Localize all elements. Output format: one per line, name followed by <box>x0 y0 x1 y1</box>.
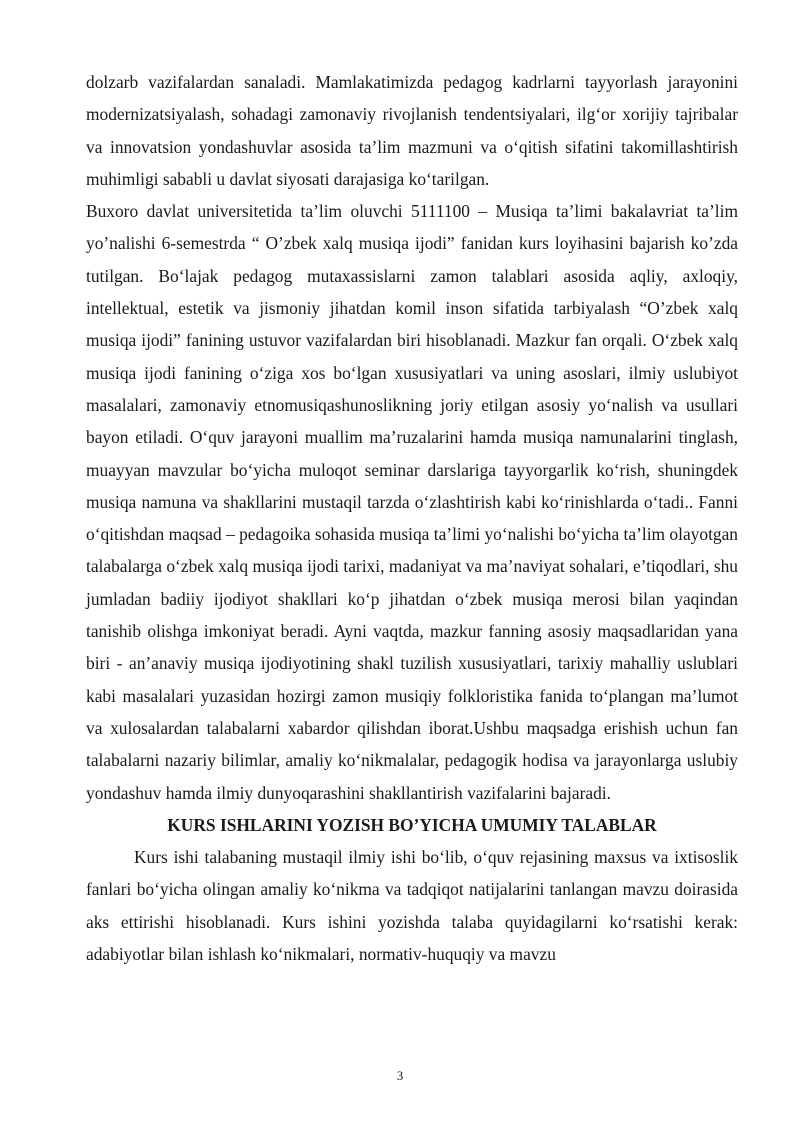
section-heading: KURS ISHLARINI YOZISH BO’YICHA UMUMIY TALABLAR <box>167 814 657 835</box>
paragraph-requirements: Kurs ishi talabaning mustaqil ilmiy ishi bo‘lib, o‘quv rejasining maxsus va ixtisoslik fanlari bo‘yicha olingan amaliy ko‘nikma va tadqiqot natijalarini tanlangan mavzu doirasida aks ettirishi hisoblanadi. Kurs ishini yozishda talaba quyidagilarni ko‘rsatishi kerak: adabiyotlar bilan ishlash ko‘nikmalari, normativ-huquqiy va mavzu <box>86 847 738 965</box>
paragraph-course-description: Buxoro davlat universitetida ta’lim oluvchi 5111100 – Musiqa ta’limi bakalavriat ta’lim yo’nalishi 6-semestrda “ O’zbek xalq musiqa ijodi” fanidan kurs loyihasini bajarish ko’zda tutilgan. Bo‘lajak pedagog mutaxassislarni zamon talablari asosida aqliy, axloqiy, intellektual, estetik va jismoniy jihatdan komil inson sifatida tarbiyalash “O’zbek xalq musiqa ijodi” fanining ustuvor vazifalardan biri hisoblanadi. Mazkur fan orqali. O‘zbek xalq musiqa ijodi fanining o‘ziga xos bo‘lgan xususiyatlari va uning asoslari, ilmiy uslubiyot masalalari, zamonaviy etnomusiqashunoslikning joriy etilgan asosiy yo‘nalish va usullari bayon etiladi. O‘quv jarayoni muallim ma’ruzalarini hamda musiqa namunalarini tinglash, muayyan mavzular bo‘yicha muloqot seminar darslariga tayyorgarlik ko‘rish, shuningdek musiqa namuna va shakllarini mustaqil tarzda o‘zlashtirish kabi ko‘rinishlarda o‘tadi.. Fanni o‘qitishdan maqsad – pedagoika sohasida musiqa ta’limi yo‘nalishi bo‘yicha ta’lim olayotgan talabalarga o‘zbek xalq musiqa ijodi tarixi, madaniyat va ma’naviyat sohalari, e’tiqodlari, shu jumladan badiiy ijodiyot shakllari ko‘p jihatdan o‘zbek musiqa merosi bilan yaqindan tanishib olishga imkoniyat beradi. Ayni vaqtda, mazkur fanning asosiy maqsadlaridan yana biri - an’anaviy musiqa ijodiyotining shakl tuzilish xususiyatlari, tarixiy mahalliy uslublari kabi masalalari yuzasidan hozirgi zamon musiqiy folkloristika fanida to‘plangan ma’lumot va xulosalardan talabalarni xabardor qilishdan iborat.Ushbu maqsadga erishish uchun fan talabalarni nazariy bilimlar, amaliy ko‘nikmalalar, pedagogik hodisa va jarayonlarga uslubiy yondashuv hamda ilmiy dunyoqarashini shakllantirish vazifalarini bajaradi. <box>86 201 739 803</box>
page-number: 3 <box>396 1068 404 1083</box>
paragraph-intro: dolzarb vazifalardan sanaladi. Mamlakatimizda pedagog kadrlarni tayyorlash jarayonini modernizatsiyalash, sohadagi zamonaviy rivojlanish tendentsiyalari, ilg‘or xorijiy tajribalar va innovatsion yondashuvlar asosida ta’lim mazmuni va o‘qitish sifatini takomillashtirish muhimligi sababli u davlat siyosati darajasiga ko‘tarilgan. <box>86 72 738 189</box>
document-body <box>86 66 738 970</box>
